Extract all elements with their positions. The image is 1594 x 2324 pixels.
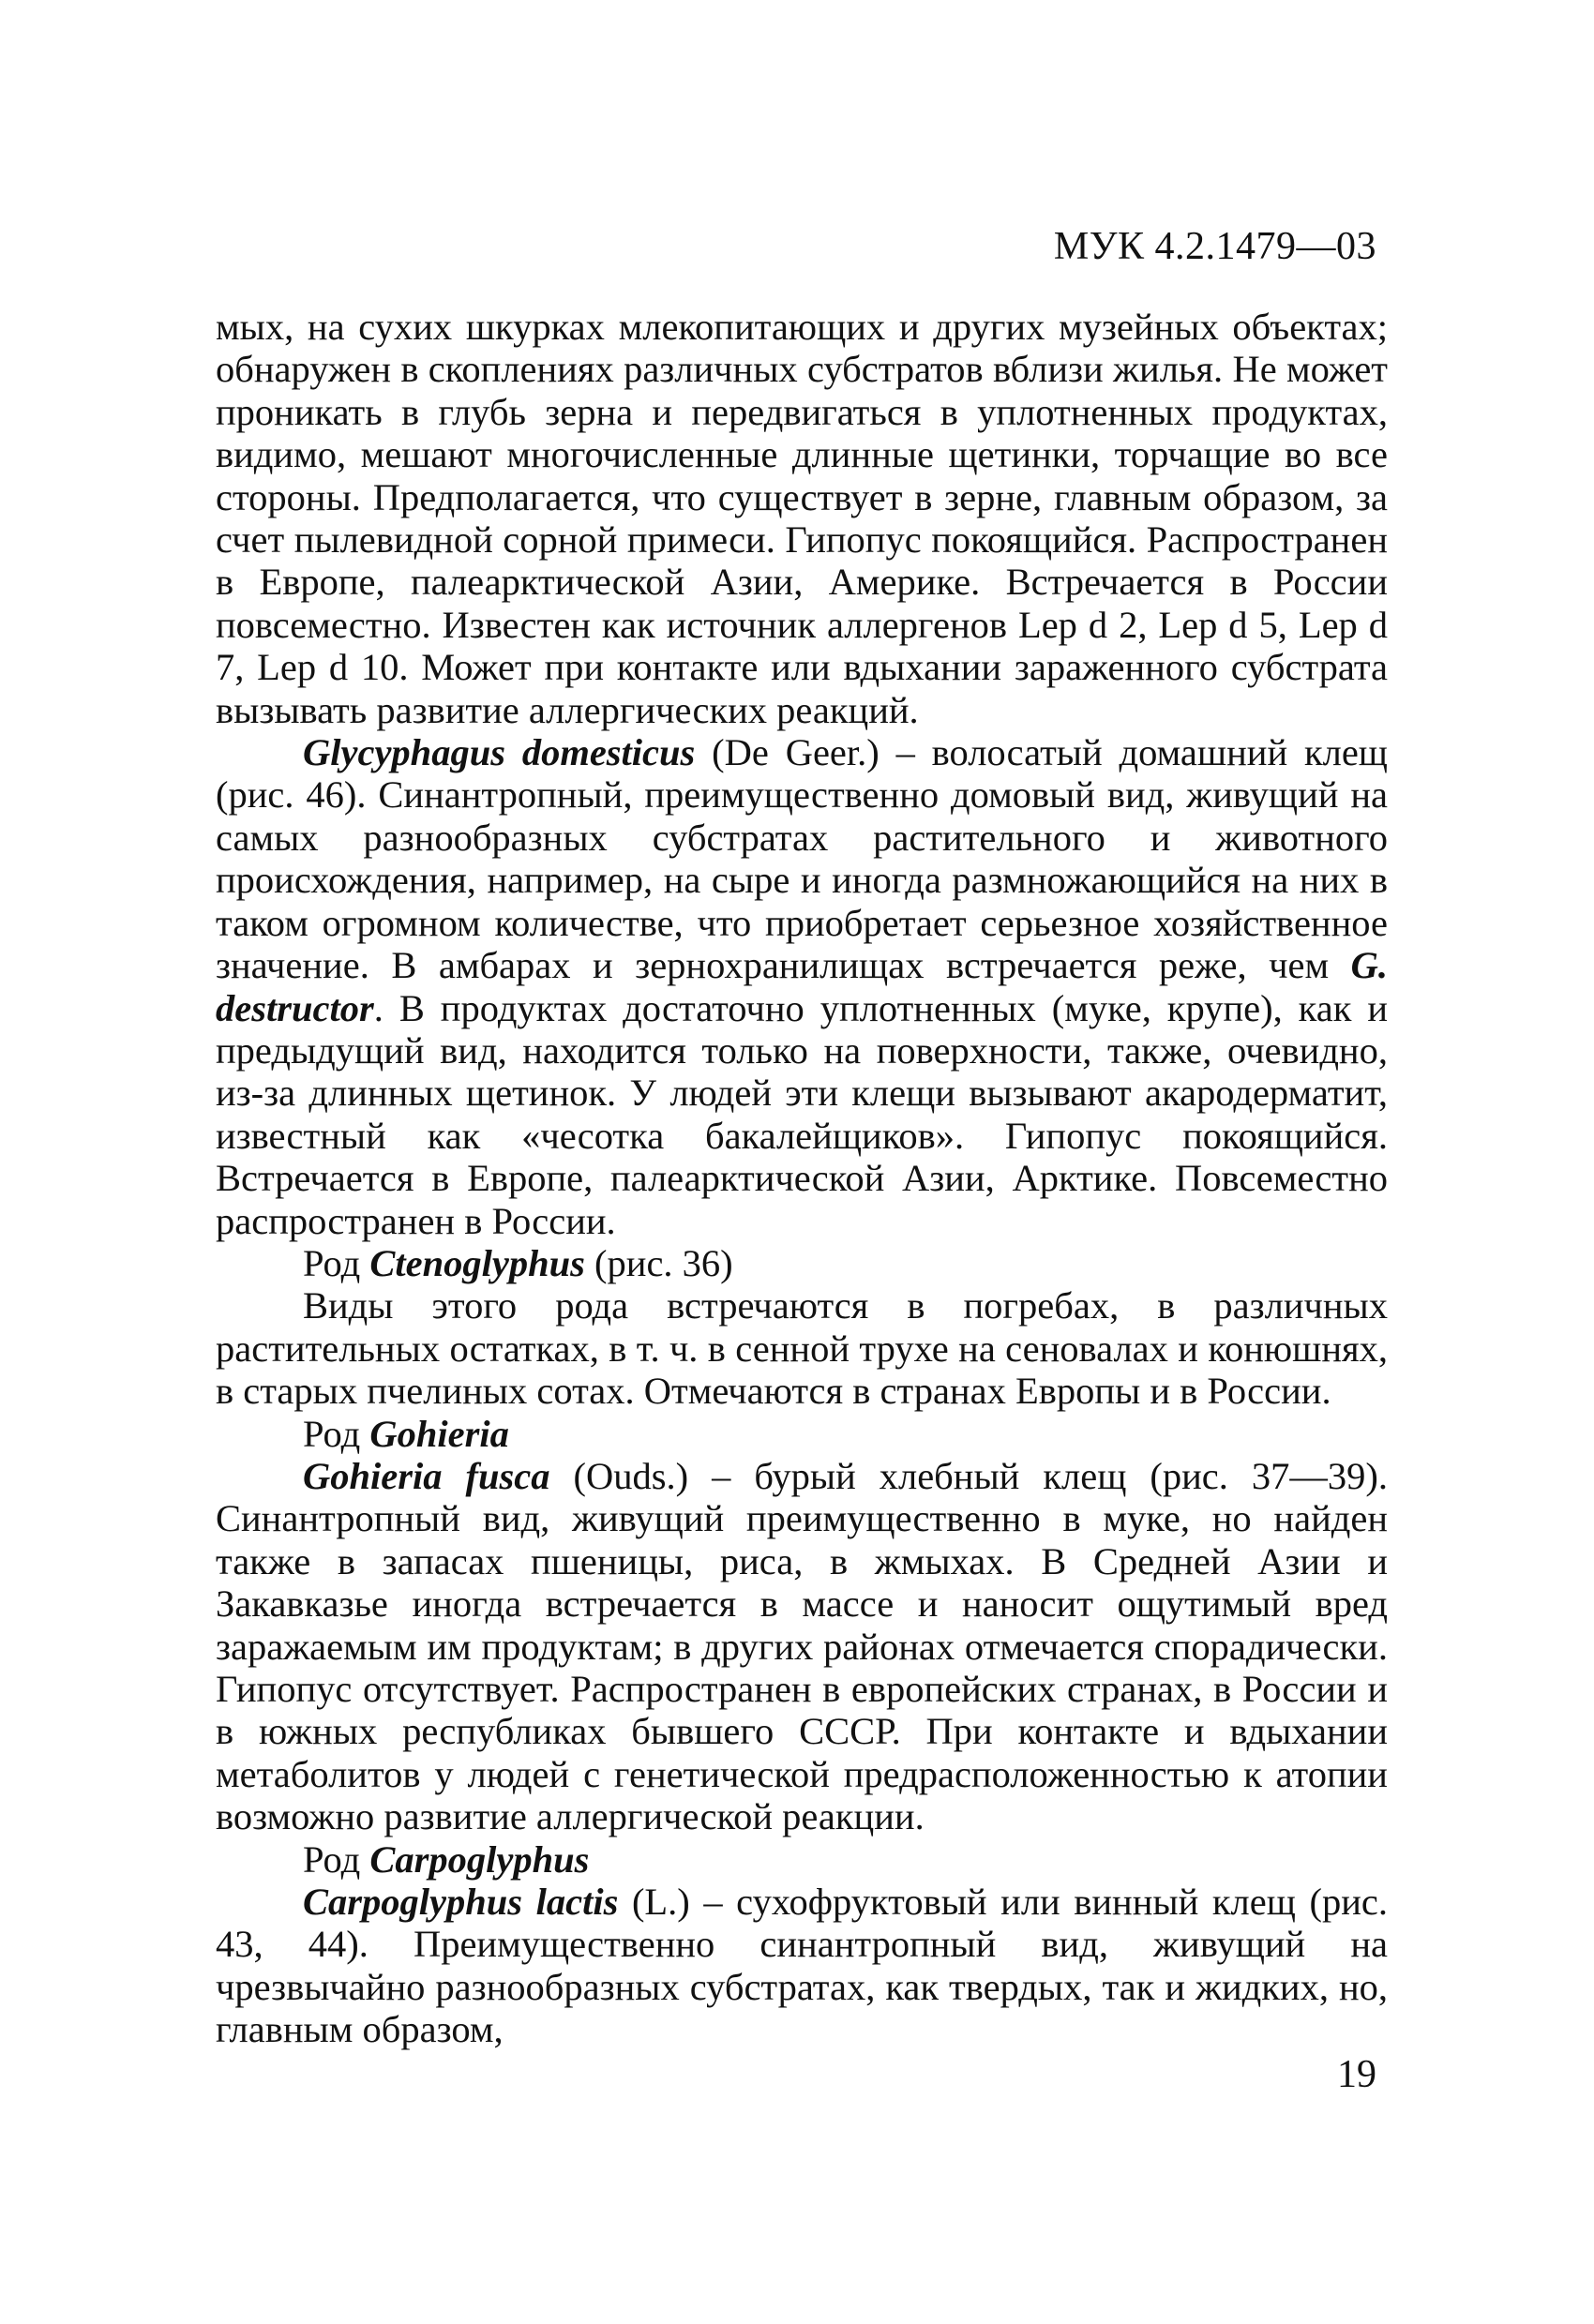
text-run: (рис. 36) [584,1241,733,1284]
paragraph-p3 [216,1284,1388,1412]
text-run: (Ouds.) – бурый хлебный клещ (рис. 37—39). Синантропный вид, живущий преимущественно в муке, но найден также в запасах пшеницы, риса, в жмыхах. В Средней Азии и Закавказье иногда встречается в массе и наносит ощутимый вред заражаемым им продуктам; в других районах отмечается спорадически. Гипопус отсутствует. Распространен в европейских странах, в России и в южных республиках бывшего СССР. При контакте и вдыхании метаболитов у людей с генетической предрасположенностью к атопии возможно развитие аллергической реакции. [216,1454,1388,1838]
text-run: Род [303,1837,370,1881]
paragraph-p0 [216,306,1388,731]
latin-taxon-name: Ctenoglyphus [369,1241,585,1284]
latin-taxon-name: Glycyphagus domesticus [303,731,696,774]
text-run: Род [303,1241,370,1284]
body-text [216,306,1388,2051]
latin-taxon-name: Carpoglyphus lactis [303,1881,619,1924]
text-run: (L.) – сухофруктовый или винный клещ (рис. 43, 44). Преимущественно синантропный вид, живущий на чрезвычайно разнообразных субстратах, как твердых, так и жидких, но, главным образом, [216,1881,1388,2051]
text-run: (De Geer.) – волосатый домашний клещ (рис. 46). Синантропный, преимущественно домовый вид, живущий на самых разнообразных субстратах растительного и животного происхождения, например, на сыре и иногда размножающийся на них в таком огромном количестве, что приобретает серьезное хозяйственное значение. В амбарах и зернохранилищах встречается реже, чем [216,731,1388,987]
text-run: . В продуктах достаточно уплотненных (муке, крупе), как и предыдущий вид, находится только на поверхности, также, очевидно, из-за длинных щетинок. У людей эти клещи вызывают акародерматит, известный как «чесотка бакалейщиков». Гипопус покоящийся. Встречается в Европе, палеарктической Азии, Арктике. Повсеместно распространен в России. [216,986,1388,1242]
latin-taxon-name: G. destructor [216,944,1388,1029]
latin-taxon-name: Carpoglyphus [369,1837,590,1881]
text-run: Род [303,1412,370,1455]
page-number: 19 [1337,2053,1376,2096]
text-run: мых, на сухих шкурках млекопитающих и других музейных объектах; обнаружен в скоплениях различных субстратов вблизи жилья. Не может проникать в глубь зерна и передвигаться в уплотненных продуктах, видимо, мешают многочисленные длинные щетинки, торчащие во все стороны. Предполагается, что существует в зерне, главным образом, за счет пылевидной сорной примеси. Гипопус покоящийся. Распространен в Европе, палеарктической Азии, Америке. Встречается в России повсеместно. Известен как источник аллергенов Lep d 2, Lep d 5, Lep d 7, Lep d 10. Может при контакте или вдыхании зараженного субстрата вызывать развитие аллергических реакций. [216,306,1388,731]
paragraph-p2 [216,1242,1388,1284]
paragraph-p4 [216,1413,1388,1455]
paragraph-p5 [216,1455,1388,1838]
paragraph-p1 [216,731,1388,1242]
paragraph-p7 [216,1881,1388,2051]
text-run: Виды этого рода встречаются в погребах, в различных растительных остатках, в т. ч. в сенной трухе на сеновалах и конюшнях, в старых пчелиных сотах. Отмечаются в странах Европы и в России. [216,1284,1388,1413]
document-code-header: МУК 4.2.1479—03 [1053,225,1376,268]
paragraph-p6 [216,1838,1388,1881]
latin-taxon-name: Gohieria [369,1412,509,1455]
latin-taxon-name: Gohieria fusca [303,1454,550,1497]
